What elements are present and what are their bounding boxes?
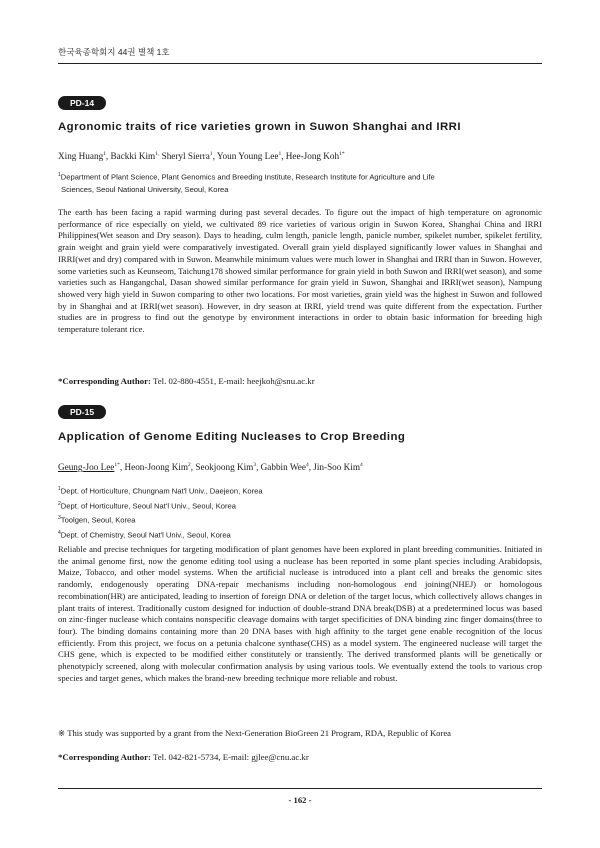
article-badge: PD-14	[58, 96, 106, 110]
author: Sheryl Sierra$^1$	[161, 151, 213, 162]
abstract: Reliable and precise techniques for targeting modification of plant genomes have been explored in plant breeding communities. Initiated in the animal genome first, now the genome editing tool using a nuclease has been reported in some plant species including Arabidopsis, Maize, Tobacco, and other model systems. When the artificial nuclease is introduced into a plant cell and breaks the genomic sites randomly, endogenously operating DNA-repair mechanisms including non-homologous end joining(NHEJ) or homologous recombination(HR) are anticipated, leading to insertion of foreign DNA or deletion of the target locus, which collectively allows changes in plant traits of interest. Traditionally custom designed for induction of double-strand DNA break(DSB) at a predetermined locus was based on zinc-finger nuclease which contains nonspecific cleavage domains with target specificities of DNA binding zinc finger domains(three to four). The binding domains containing more than 20 DNA bases with high affinity to the target gene enable recognition of the locus efficiently. From this project, we focus on a petunia chalcone synthase(CHS) as a model system. The engineered nuclease will target the CHS gene, which is expected to be modified either constitutely or transiently. The derived transformed plants will be genetically or phenotypicly screened, along with molecular confirmation analysis by using various tools. We eventually extend the tools to various crop species and target genes, which makes the brand-new breeding technique more reliable and robust.	[58, 544, 542, 683]
article-title: Agronomic traits of rice varieties grown in Suwon Shanghai and IRRI	[58, 121, 461, 133]
corresponding-author: *Corresponding Author: Tel. 02-880-4551, E-mail: heejkoh@snu.ac.kr	[58, 376, 315, 386]
affiliation-list	[58, 169, 542, 196]
author: Backki Kim$^{1,}$	[110, 151, 160, 162]
footer-rule	[58, 788, 542, 789]
author: Heon-Joong Kim$^2$	[124, 462, 191, 473]
affiliation: $^1$Department of Plant Science, Plant Genomics and Breeding Institute, Research Institute for Agriculture and Life	[58, 172, 435, 182]
affiliation: $^1$Dept. of Horticulture, Chungnam Nat'l Univ., Daejeon, Korea	[58, 486, 263, 496]
author: Youn Young Lee$^1$	[216, 151, 282, 162]
author: Geung-Joo Lee$^{1*}$	[58, 462, 120, 473]
author: Xing Huang$^1$	[58, 151, 106, 162]
author-list: Geung-Joo Lee$^{1*}$, Heon-Joong Kim$^2$, Seokjoong Kim$^3$, Gabbin Wee$^4$, Jin-Soo Kim$^4$	[58, 462, 363, 473]
article-badge: PD-15	[58, 405, 106, 419]
affiliation: $^3$Toolgen, Seoul, Korea	[58, 515, 136, 525]
author-list: Xing Huang$^1$, Backki Kim$^{1,}$ Sheryl Sierra$^1$, Youn Young Lee$^1$, Hee-Jong Koh$^{1*}$	[58, 151, 345, 162]
affiliation: $^4$Dept. of Chemistry, Seoul Nat'l Univ., Seoul, Korea	[58, 529, 231, 540]
affiliation: $^2$Dept. of Horticulture, Seoul Nat'l Univ., Seoul, Korea	[58, 500, 236, 511]
author: Hee-Jong Koh$^{1*}$	[285, 151, 345, 162]
page-number: - 162 -	[288, 795, 312, 805]
abstract: The earth has been facing a rapid warming during past several decades. To figure out the impact of high temperature on agronomic performance of rice especially on yield, we cultivated 89 rice varieties of various origin in Suwon Korea, Shanghai China and IRRI Philippines(Wet season and Dry season). Days to heading, culm length, panicle length, panicle number, spikelet number, spikelet fertility, grain weight and grain yield were comparatively investigated. Overall grain yield displayed significantly lower values in Shanghai and IRRI(wet and dry) compared with in Suwon. Meanwhile minimum values were much lower in Shanghai and IRRI than in Suwon. However, some varieties such as Keunseom, Taichung178 showed similar performance for grain yield in both Suwon and IRRI(wet season), and some varieties such as Hangangchal, Dasan showed similar performance for grain yield in Suwon, Shanghai and IRRI(wet season), Nampung showed very high yield in Suwon comparing to other two locations. For most varieties, grain yield was the highest in Suwon and followed by in Shanghai and at IRRI(wet season). However, in dry season at IRRI, yield trend was quite different from the expectation. Further studies are in progress to find out the genotype by environment interactions in order to obtain basic information for breeding high temperature tolerant rice.	[58, 207, 542, 335]
funding-note: ※ This study was supported by a grant from the Next-Generation BioGreen 21 Program, RDA, Republic of Korea	[58, 728, 451, 738]
author: Jin-Soo Kim$^4$	[313, 462, 363, 473]
header-rule	[58, 63, 542, 64]
author: Gabbin Wee$^4$	[260, 462, 309, 473]
author: Seokjoong Kim$^3$	[195, 462, 257, 473]
affiliation-list	[58, 483, 542, 541]
journal-header: 한국육종학회지 44권 별책 1호	[58, 47, 170, 57]
article-title: Application of Genome Editing Nucleases to Crop Breeding	[58, 431, 406, 443]
affiliation: Sciences, Seoul National University, Seoul, Korea	[61, 184, 229, 194]
corresponding-author: *Corresponding Author: Tel. 042-821-5734, E-mail: gjlee@cnu.ac.kr	[58, 752, 309, 762]
